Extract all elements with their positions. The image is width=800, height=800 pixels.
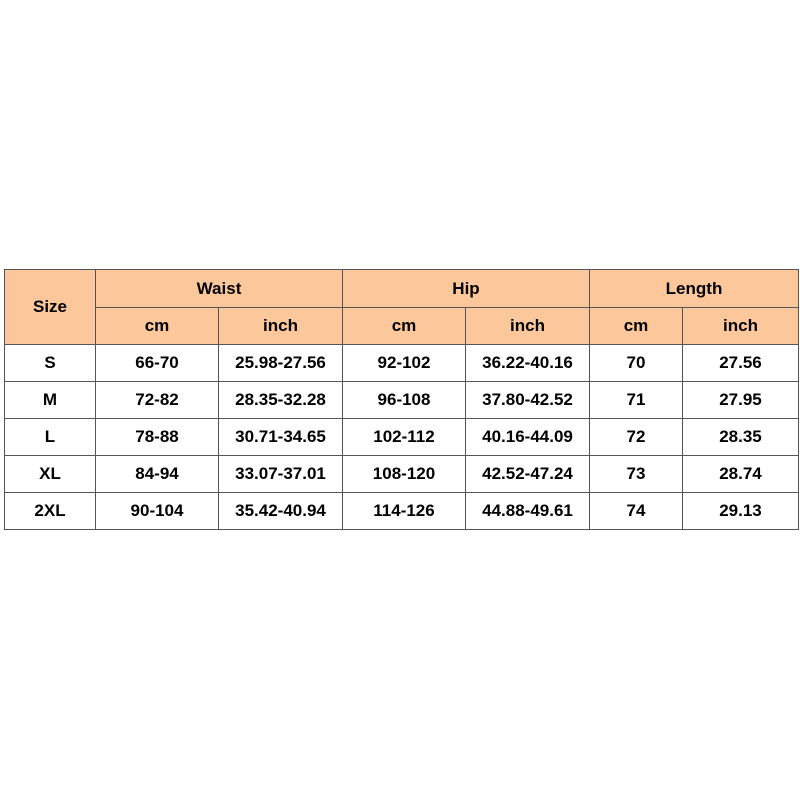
length-header: Length	[590, 270, 799, 308]
size-cell: 2XL	[5, 493, 96, 530]
table-cell: 44.88-49.61	[466, 493, 590, 530]
table-cell: 28.35-32.28	[219, 382, 343, 419]
unit-header: inch	[466, 308, 590, 345]
table-cell: 70	[590, 345, 683, 382]
table-cell: 114-126	[343, 493, 466, 530]
table-cell: 25.98-27.56	[219, 345, 343, 382]
unit-header: inch	[683, 308, 799, 345]
size-cell: S	[5, 345, 96, 382]
size-chart-table	[4, 269, 799, 530]
unit-header: cm	[343, 308, 466, 345]
table-cell: 102-112	[343, 419, 466, 456]
table-cell: 28.74	[683, 456, 799, 493]
table-row	[5, 456, 799, 493]
table-cell: 30.71-34.65	[219, 419, 343, 456]
table-cell: 96-108	[343, 382, 466, 419]
table-cell: 40.16-44.09	[466, 419, 590, 456]
hip-header: Hip	[343, 270, 590, 308]
size-header: Size	[5, 270, 96, 345]
table-cell: 92-102	[343, 345, 466, 382]
table-cell: 90-104	[96, 493, 219, 530]
table-cell: 27.56	[683, 345, 799, 382]
waist-header: Waist	[96, 270, 343, 308]
table-cell: 29.13	[683, 493, 799, 530]
table-cell: 36.22-40.16	[466, 345, 590, 382]
table-cell: 27.95	[683, 382, 799, 419]
table-cell: 73	[590, 456, 683, 493]
table-row	[5, 345, 799, 382]
table-cell: 108-120	[343, 456, 466, 493]
table-cell: 71	[590, 382, 683, 419]
table-row	[5, 419, 799, 456]
table-row	[5, 382, 799, 419]
size-cell: L	[5, 419, 96, 456]
unit-header: cm	[96, 308, 219, 345]
table-cell: 28.35	[683, 419, 799, 456]
table-cell: 72	[590, 419, 683, 456]
table-cell: 72-82	[96, 382, 219, 419]
unit-header: cm	[590, 308, 683, 345]
table-cell: 78-88	[96, 419, 219, 456]
table-cell: 84-94	[96, 456, 219, 493]
header-row-groups	[5, 270, 799, 308]
size-cell: XL	[5, 456, 96, 493]
table-cell: 66-70	[96, 345, 219, 382]
table-cell: 35.42-40.94	[219, 493, 343, 530]
table-cell: 33.07-37.01	[219, 456, 343, 493]
table-cell: 37.80-42.52	[466, 382, 590, 419]
size-cell: M	[5, 382, 96, 419]
table-row	[5, 493, 799, 530]
table-cell: 74	[590, 493, 683, 530]
unit-header: inch	[219, 308, 343, 345]
header-row-units	[5, 308, 799, 345]
table-cell: 42.52-47.24	[466, 456, 590, 493]
